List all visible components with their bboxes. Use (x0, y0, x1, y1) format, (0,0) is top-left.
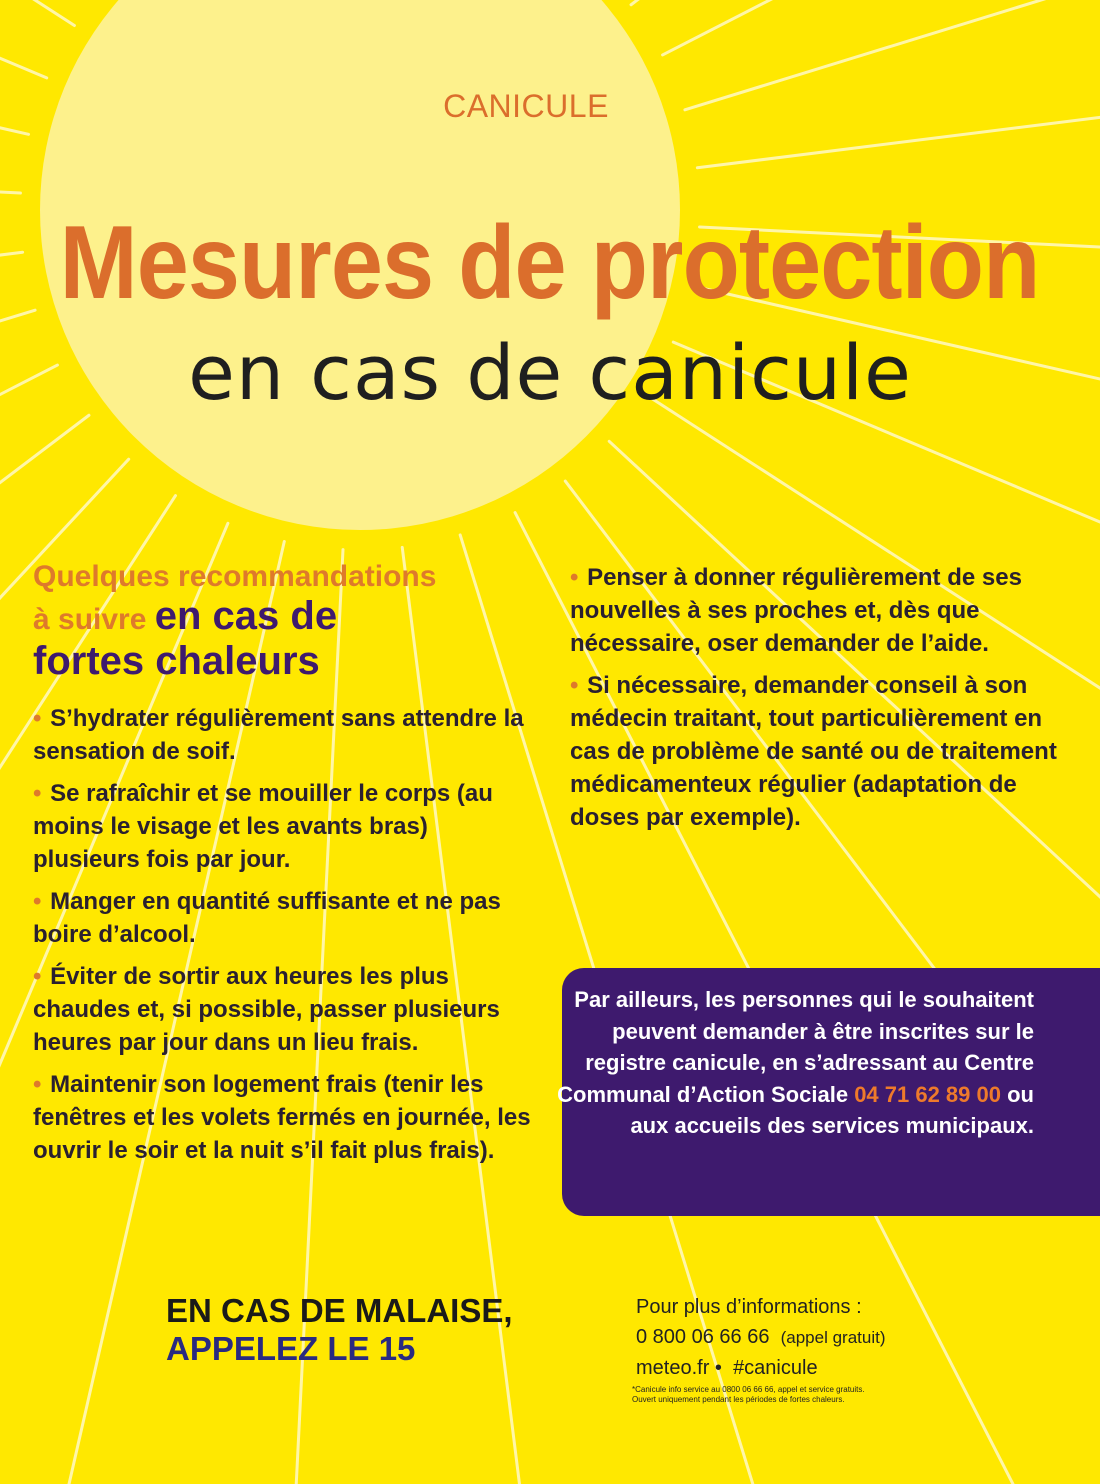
heading-line-3: fortes chaleurs (33, 639, 320, 684)
ccas-phone-number[interactable]: 04 71 62 89 00 (854, 1081, 1001, 1107)
info-hashtag: #canicule (733, 1357, 818, 1379)
heading-line-1: Quelques recommandations (33, 560, 437, 593)
bullet-icon: • (33, 780, 42, 807)
list-item (33, 702, 533, 768)
list-item (570, 561, 1070, 660)
more-info-block (636, 1292, 1076, 1383)
list-item (570, 669, 1070, 834)
registry-info-box (557, 968, 1100, 1216)
sun-ray (663, 0, 1100, 55)
footnote (632, 1385, 1072, 1405)
info-phone-note: (appel gratuit) (780, 1328, 886, 1347)
footnote-line-2: Ouvert uniquement pendant les périodes de fortes chaleurs. (632, 1395, 845, 1404)
sun-ray (697, 0, 1100, 168)
emergency-callout (166, 1292, 513, 1368)
sun-ray (0, 0, 47, 78)
bullet-icon: • (570, 672, 579, 699)
bullet-icon: • (33, 963, 42, 990)
list-item-text: Penser à donner régulièrement de ses nouvelles à ses proches et, dès que nécessaire, oser demander de l’aide. (570, 564, 1022, 657)
recommendations-list-right (570, 561, 1070, 843)
list-item (33, 1068, 533, 1167)
heading-line-2-orange: à suivre (33, 602, 155, 636)
bullet-icon: • (570, 564, 579, 591)
page-subtitle: en cas de canicule (188, 328, 912, 417)
list-item-text: Si nécessaire, demander conseil à son médecin traitant, tout particulièrement en cas de problème de santé ou de traitement médicamenteux régulier (adaptation de doses par exemple). (570, 672, 1057, 831)
heading-line-2-purple: en cas de (154, 593, 338, 638)
footnote-line-1: *Canicule info service au 0800 06 66 66, appel et service gratuits. (632, 1385, 865, 1394)
registry-text-after: ou aux accueils des services municipaux. (630, 1081, 1034, 1138)
bullet-icon: • (33, 888, 42, 915)
registry-info-text (554, 984, 1034, 1142)
sun-ray (0, 115, 20, 193)
list-item-text: S’hydrater régulièrement sans attendre la sensation de soif. (33, 705, 524, 765)
info-website-link[interactable]: meteo.fr (636, 1357, 710, 1379)
list-item-text: Se rafraîchir et se mouiller le corps (au moins le visage et les avants bras) plusieurs fois par jour. (33, 780, 493, 873)
list-item-text: Manger en quantité suffisante et ne pas boire d’alcool. (33, 888, 501, 948)
info-phone-number[interactable]: 0 800 06 66 66 (636, 1326, 770, 1348)
more-info-label: Pour plus d’informations : (636, 1296, 862, 1318)
recommendations-heading (33, 560, 553, 684)
emergency-line-2: APPELEZ LE 15 (166, 1330, 416, 1367)
recommendations-list-left (33, 702, 533, 1176)
list-item-text: Éviter de sortir aux heures les plus chaudes et, si possible, passer plusieurs heures par jour dans un lieu frais. (33, 963, 500, 1056)
list-item (33, 885, 533, 951)
page-title: Mesures de protection (59, 205, 1040, 321)
list-item (33, 777, 533, 876)
list-item (33, 960, 533, 1059)
list-item-text: Maintenir son logement frais (tenir les fenêtres et les volets fermés en journée, les ouvrir le soir et la nuit s’il fait plus frais). (33, 1071, 531, 1164)
bullet-icon: • (33, 705, 42, 732)
kicker-text: CANICULE (443, 88, 609, 124)
info-separator: • (714, 1357, 722, 1379)
emergency-line-1: EN CAS DE MALAISE, (166, 1292, 513, 1329)
registry-text-before: Par ailleurs, les personnes qui le souhaitent peuvent demander à être inscrites sur le registre canicule, en s’adressant au Centre Communal d’Action Sociale (557, 987, 1034, 1107)
bullet-icon: • (33, 1071, 42, 1098)
sun-ray (0, 0, 74, 25)
